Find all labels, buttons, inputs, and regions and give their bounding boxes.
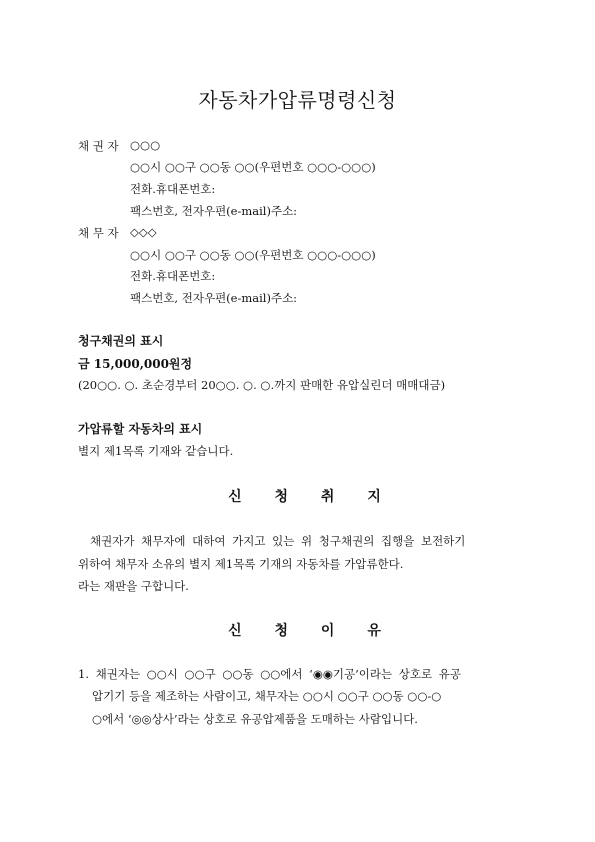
creditor-address: ○○시 ○○구 ○○동 ○○(우편번호 ○○○-○○○) [130, 160, 376, 174]
debtor-name: ◇◇◇ [130, 225, 157, 239]
creditor-name: ○○○ [130, 138, 161, 152]
reason-item-1-line-1: 1. 채권자는 ○○시 ○○구 ○○동 ○○에서 ‘◉◉기공’이라는 상호로 유공 [78, 667, 461, 681]
debtor-fax-email: 팩스번호, 전자우편(e-mail)주소: [130, 291, 298, 305]
creditor-phone: 전화.휴대폰번호: [130, 182, 216, 196]
claim-amount: 금 15,000,000원정 [78, 357, 193, 371]
creditor-fax-email: 팩스번호, 전자우편(e-mail)주소: [130, 204, 298, 218]
reason-item-1-line-2: 압기기 등을 제조하는 사람이고, 채무자는 ○○시 ○○구 ○○동 ○○-○ [92, 689, 442, 703]
vehicle-text: 별지 제1목록 기재와 같습니다. [78, 444, 234, 458]
document-title: 자동차가압류명령신청 [198, 88, 397, 112]
purpose-line-2: 위하여 채무자 소유의 별지 제1목록 기재의 자동차를 가압류한다. [78, 557, 404, 571]
claim-detail: (20○○. ○. 초순경부터 20○○. ○. ○.까지 판매한 유압실린더 매매대금) [78, 378, 446, 392]
purpose-heading: 신 청 취 지 [228, 489, 395, 505]
purpose-line-3: 라는 재판을 구합니다. [78, 579, 189, 593]
debtor-address: ○○시 ○○구 ○○동 ○○(우편번호 ○○○-○○○) [130, 248, 376, 262]
debtor-label: 채 무 자 [78, 226, 119, 240]
creditor-label: 채 권 자 [78, 139, 119, 153]
purpose-line-1: 채권자가 채무자에 대하여 가지고 있는 위 청구채권의 집행을 보전하기 [90, 534, 466, 548]
claim-heading: 청구채권의 표시 [78, 334, 164, 348]
debtor-phone: 전화.휴대폰번호: [130, 269, 216, 283]
reason-item-1-line-3: ○에서 ‘◎◎상사’라는 상호로 유공압제품을 도매하는 사람입니다. [92, 712, 418, 726]
vehicle-heading: 가압류할 자동차의 표시 [78, 422, 203, 436]
reason-heading: 신 청 이 유 [228, 623, 395, 639]
